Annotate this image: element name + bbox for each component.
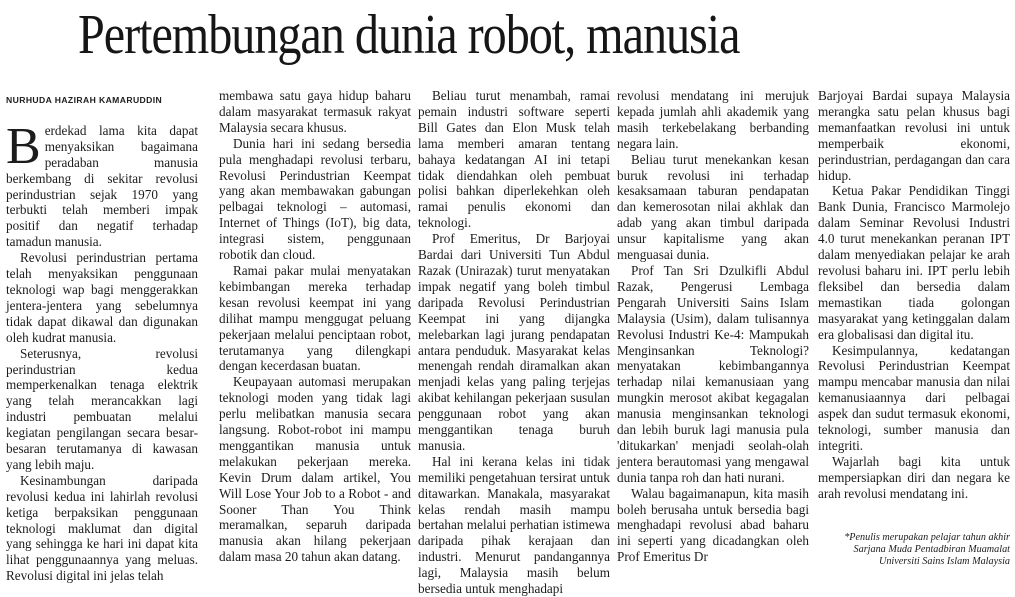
article-column-2	[219, 88, 411, 565]
paragraph: Hal ini kerana kelas ini tidak memiliki pengetahuan tersirat untuk ditawarkan. Manakala, masyarakat kelas rendah masih mampu bertahan melalui perhatian istimewa daripada pihak kerajaan dan industri. Menurut pandangannya lagi, Malaysia masih belum bersedia untuk menghadapi	[418, 453, 610, 597]
paragraph	[6, 117, 198, 250]
paragraph: Prof Emeritus, Dr Barjoyai Bardai dari Universiti Tun Abdul Razak (Unirazak) turut menyatakan impak negatif yang boleh timbul daripada Revolusi Perindustrian Keempat ini yang dijangka melebarkan lagi jurang pendapatan antara penduduk. Masyarakat kelas menengah rendah diramalkan akan menjadi kelas yang paling terjejas akibat kehilangan pekerjaan susulan penggunaan robot yang akan menggantikan tenaga buruh manusia.	[418, 231, 610, 453]
paragraph: Seterusnya, revolusi perindustrian kedua memperkenalkan tenaga elektrik yang telah merancakkan lagi industri pembuatan melalui kegiatan pengilangan secara besar-besaran terutamanya di kawasan yang lebih maju.	[6, 345, 198, 472]
paragraph: Wajarlah bagi kita untuk mempersiapkan diri dan negara ke arah revolusi mendatang ini.	[818, 453, 1010, 501]
paragraph-text: erdekad lama kita dapat menyaksikan bagaimana peradaban manusia berkembang di sekitar revolusi perindustrian sejak 1970 yang terbukti telah memberi impak positif dan negatif terhadap tamadun manusia.	[6, 122, 198, 250]
paragraph: Revolusi perindustrian pertama telah menyaksikan penggunaan teknologi wap bagi menggerakkan jentera-jentera yang sebelumnya tidak dapat dikawal dan digunakan oleh kudrat manusia.	[6, 250, 198, 345]
byline: NURHUDA HAZIRAH KAMARUDDIN	[6, 95, 163, 105]
paragraph: Beliau turut menekankan kesan buruk revolusi ini terhadap kesaksamaan taburan pendapatan dan kemerosotan nilai akhlak dan adab yang akan timbul daripada unsur kapitalisme yang akan menguasai dunia.	[617, 151, 809, 263]
article-column-3	[418, 88, 610, 597]
paragraph: Kesimpulannya, kedatangan Revolusi Perindustrian Keempat mampu mencabar manusia dan nilai kemanusiaannya dari pelbagai aspek dan sudut termasuk ekonomi, teknologi, sumber manusia dan integriti.	[818, 342, 1010, 453]
paragraph: Ketua Pakar Pendidikan Tinggi Bank Dunia, Francisco Marmolejo dalam Seminar Revolusi Industri 4.0 turut menekankan peranan IPT dalam menyediakan pelajar ke arah revolusi baharu ini. IPT perlu lebih fleksibel dan bersedia dalam memastikan tiada golongan masyarakat yang ketinggalan dalam era globalisasi dan digital itu.	[818, 183, 1010, 342]
paragraph: Barjoyai Bardai supaya Malaysia merangka satu pelan khusus bagi memanfaatkan revolusi ini untuk memperbaik ekonomi, perindustrian, perdagangan dan cara hidup.	[818, 88, 1010, 183]
author-footnote	[818, 532, 1010, 569]
paragraph: Ramai pakar mulai menyatakan kebimbangan mereka terhadap kesan revolusi keempat ini yang dilihat mampu menggugat peluang pekerjaan melalui penciptaan robot, terutamanya yang dilengkapi dengan kecerdasan buatan.	[219, 262, 411, 374]
footnote-line: Universiti Sains Islam Malaysia	[878, 555, 1010, 567]
paragraph: Beliau turut menambah, ramai pemain industri software seperti Bill Gates dan Elon Musk telah lama memberi amaran tentang bahaya kedatangan AI ini tetapi tidak diendahkan oleh pembuat polisi bahkan diperlekehkan oleh ramai penulis ekonomi dan teknologi.	[418, 88, 610, 231]
paragraph: membawa satu gaya hidup baharu dalam masyarakat termasuk rakyat Malaysia secara khusus.	[219, 88, 411, 135]
headline: Pertembungan dunia robot, manusia	[78, 4, 740, 66]
paragraph: Keupayaan automasi merupakan teknologi moden yang tidak lagi perlu melibatkan manusia secara langsung. Robot-robot ini mampu menggantikan manusia untuk melakukan pekerjaan mereka. Kevin Drum dalam artikel, You Will Lose Your Job to a Robot - and Sooner Than You Think meramalkan, separuh daripada manusia akan hilang pekerjaan dalam masa 20 tahun akan datang.	[219, 374, 411, 565]
paragraph: Dunia hari ini sedang bersedia pula menghadapi revolusi terbaru, Revolusi Perindustrian Keempat yang akan membawakan gabungan pelbagai teknologi – automasi, Internet of Things (IoT), big data, integrasi sistem, penggunaan robotik dan cloud.	[219, 135, 411, 263]
paragraph: revolusi mendatang ini merujuk kepada jumlah ahli akademik yang masih terkebelakang berbanding negara lain.	[617, 88, 809, 151]
article-column-1	[6, 88, 198, 584]
footnote-line: *Penulis merupakan pelajar tahun akhir	[844, 531, 1010, 543]
article-column-5	[818, 88, 1010, 568]
paragraph: Prof Tan Sri Dzulkifli Abdul Razak, Pengerusi Lembaga Pengarah Universiti Sains Islam Malaysia (Usim), dalam tulisannya Revolusi Industri Ke-4: Mampukah Menginsankan Teknologi? menyatakan kebimbangannya terhadap nilai kemanusiaan yang mungkin merosot akibat kegagalan manusia menginsankan teknologi dan lebih buruk lagi manusia pula 'ditukarkan' menjadi seolah-olah jentera berautomasi yang mengawal dunia tanpa roh dan hati nurani.	[617, 262, 809, 485]
footnote-line: Sarjana Muda Pentadbiran Muamalat	[853, 543, 1010, 555]
paragraph: Walau bagaimanapun, kita masih boleh berusaha untuk bersedia bagi menghadapi revolusi abad baharu ini seperti yang dicadangkan oleh Prof Emeritus Dr	[617, 485, 809, 565]
dropcap: B	[6, 117, 41, 175]
paragraph: Kesinambungan daripada revolusi kedua ini lahirlah revolusi ketiga berpaksikan penggunaan teknologi maklumat dan digital yang sehingga ke hari ini dapat kita lihat penggunaannya yang meluas. Revolusi digital ini jelas telah	[6, 472, 198, 584]
article-column-4	[617, 88, 809, 565]
